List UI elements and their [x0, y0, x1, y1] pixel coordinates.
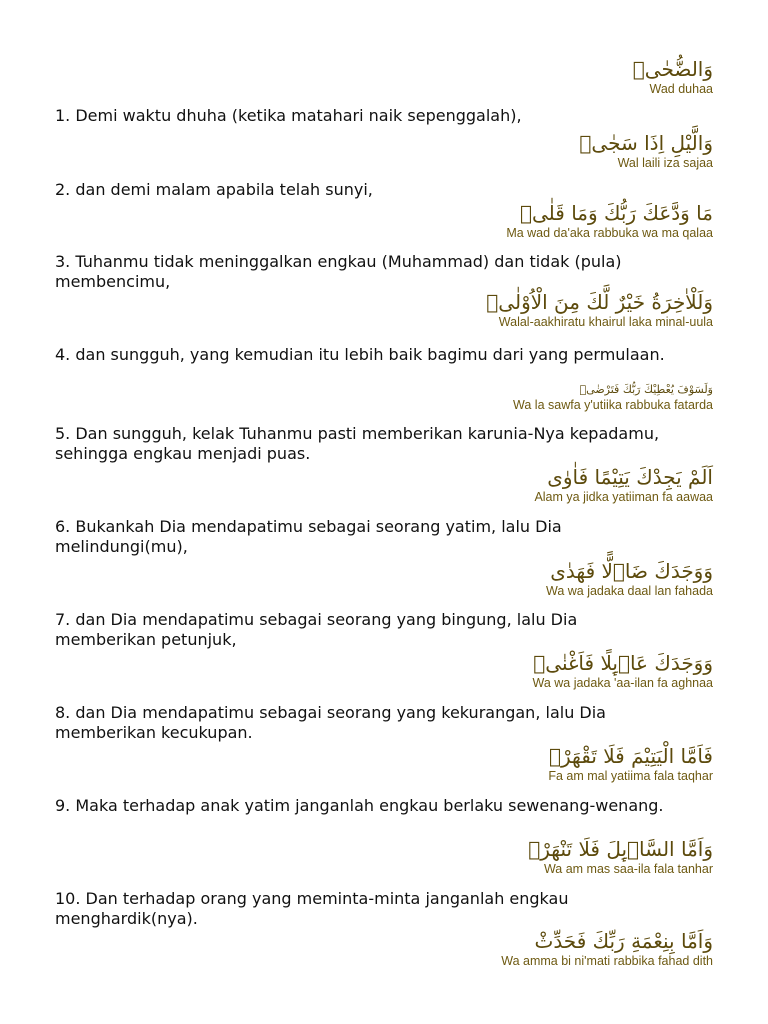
transliteration-11: Wa amma bi ni'mati rabbika fahad dith — [501, 954, 713, 968]
arabic-verse-5: وَلَسَوْفَ يُعْطِيْكَ رَبُّكَ فَتَرْضٰىۗ — [579, 383, 713, 396]
translation-5: 5. Dan sungguh, kelak Tuhanmu pasti memberikan karunia-Nya kepadamu, sehingga engkau menjadi puas. — [55, 424, 660, 463]
arabic-block-7 — [213, 558, 713, 598]
transliteration-1: Wad duhaa — [649, 82, 713, 96]
arabic-verse-4: وَلَلْاٰخِرَةُ خَيْرٌ لَّكَ مِنَ الْاُوْلٰىۗ — [486, 290, 713, 314]
arabic-block-1 — [213, 56, 713, 96]
translation-1: 1. Demi waktu dhuha (ketika matahari naik sepenggalah), — [55, 106, 522, 125]
arabic-verse-3: مَا وَدَّعَكَ رَبُّكَ وَمَا قَلٰىۗ — [520, 201, 713, 225]
arabic-block-8 — [213, 650, 713, 690]
translation-4: 4. dan sungguh, yang kemudian itu lebih baik bagimu dari yang permulaan. — [55, 345, 665, 364]
transliteration-7: Wa wa jadaka daal lan fahada — [545, 584, 713, 598]
arabic-verse-11: وَاَمَّا بِنِعْمَةِ رَبِّكَ فَحَدِّثْ — [534, 929, 713, 953]
transliteration-8: Wa wa jadaka 'aa-ilan fa aghnaa — [532, 676, 713, 690]
translation-9: 9. Maka terhadap anak yatim janganlah engkau berlaku sewenang-wenang. — [55, 796, 664, 815]
arabic-block-3 — [213, 200, 713, 240]
transliteration-6: Alam ya jidka yatiiman fa aawaa — [534, 490, 713, 504]
arabic-verse-1: وَالضُّحٰىۙ — [632, 57, 713, 81]
arabic-block-2 — [213, 130, 713, 170]
arabic-block-9 — [213, 743, 713, 783]
transliteration-4: Walal-aakhiratu khairul laka minal-uula — [498, 315, 713, 329]
arabic-verse-8: وَوَجَدَكَ عَاۤىِٕلًا فَاَغْنٰىۗ — [533, 651, 713, 675]
arabic-verse-2: وَالَّيْلِ اِذَا سَجٰىۙ — [579, 131, 713, 155]
arabic-block-4 — [213, 289, 713, 329]
arabic-block-11 — [213, 928, 713, 968]
arabic-block-5 — [213, 382, 713, 412]
arabic-block-10 — [213, 836, 713, 876]
arabic-verse-9: فَاَمَّا الْيَتِيْمَ فَلَا تَقْهَرْۗ — [548, 744, 713, 768]
arabic-block-6 — [213, 464, 713, 504]
arabic-verse-10: وَاَمَّا السَّاۤىِٕلَ فَلَا تَنْهَرْۗ — [528, 837, 713, 861]
transliteration-10: Wa am mas saa-ila fala tanhar — [543, 862, 713, 876]
transliteration-3: Ma wad da'aka rabbuka wa ma qalaa — [506, 226, 713, 240]
translation-3: 3. Tuhanmu tidak meninggalkan engkau (Muhammad) dan tidak (pula) membencimu, — [55, 252, 622, 291]
arabic-verse-6: اَلَمْ يَجِدْكَ يَتِيْمًا فَاٰوٰى — [547, 465, 713, 489]
translation-7: 7. dan Dia mendapatimu sebagai seorang yang bingung, lalu Dia memberikan petunjuk, — [55, 610, 578, 649]
translation-10: 10. Dan terhadap orang yang meminta-minta janganlah engkau menghardik(nya). — [55, 889, 569, 928]
translation-6: 6. Bukankah Dia mendapatimu sebagai seorang yatim, lalu Dia melindungi(mu), — [55, 517, 562, 556]
transliteration-9: Fa am mal yatiima fala taqhar — [548, 769, 713, 783]
translation-2: 2. dan demi malam apabila telah sunyi, — [55, 180, 373, 199]
transliteration-5: Wa la sawfa y'utiika rabbuka fatarda — [513, 398, 713, 412]
translation-8: 8. dan Dia mendapatimu sebagai seorang yang kekurangan, lalu Dia memberikan kecukupan. — [55, 703, 606, 742]
arabic-verse-7: وَوَجَدَكَ ضَاۤلًّا فَهَدٰى — [550, 559, 713, 583]
transliteration-2: Wal laili iza sajaa — [617, 156, 713, 170]
